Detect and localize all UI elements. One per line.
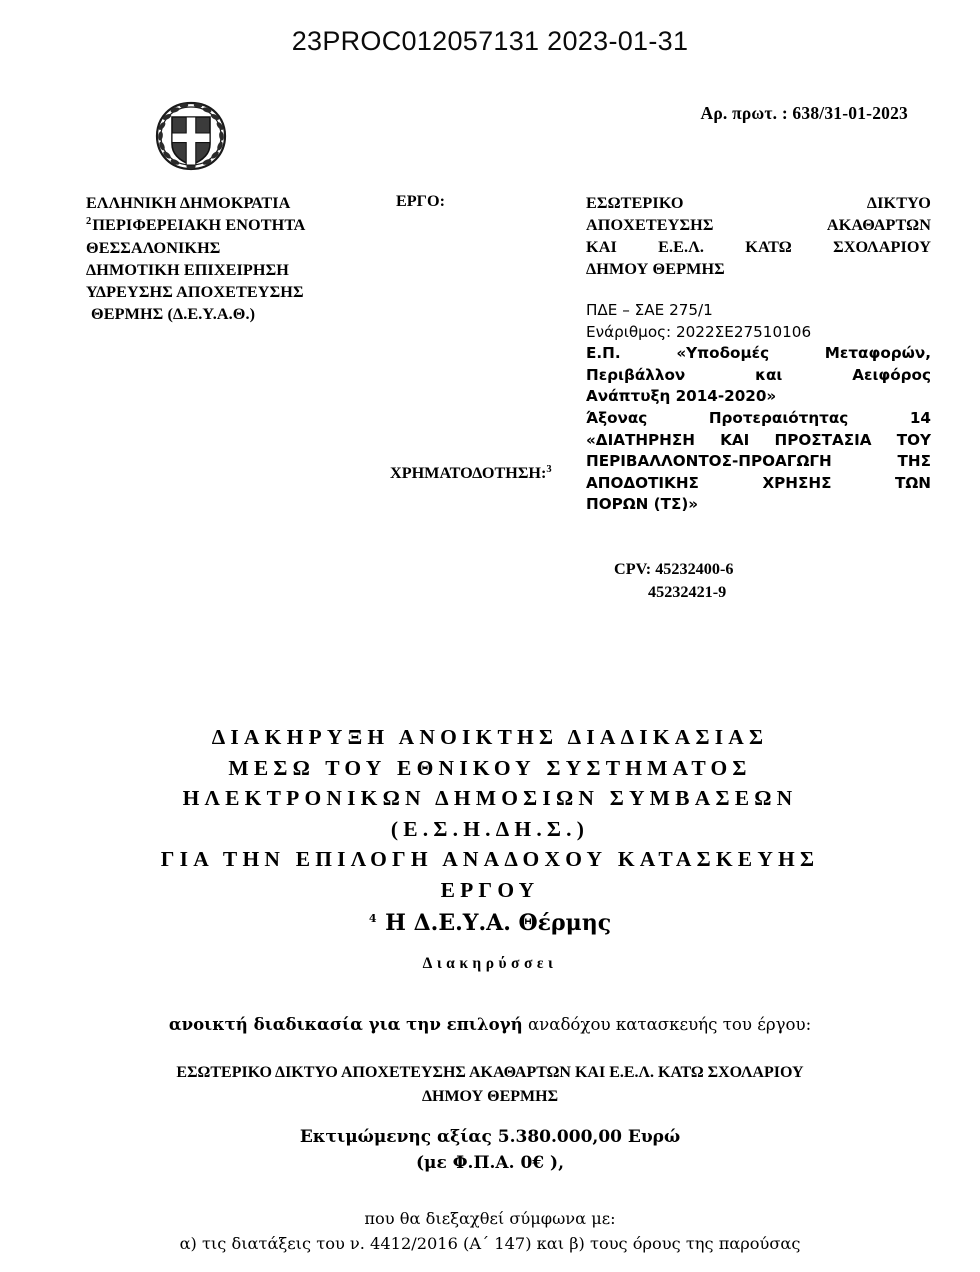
footnote-marker-2: 2	[86, 215, 92, 227]
declaring-organization	[0, 910, 980, 936]
funding-axis-line-1: Άξονας Προτεραιότητας 14	[586, 409, 931, 428]
document-header-grid	[86, 192, 931, 605]
legal-provisions: α) τις διατάξεις του ν. 4412/2016 (Α΄ 147) και β) τους όρους της παρούσας	[179, 1234, 801, 1253]
cpv-code-secondary: 45232421-9	[648, 583, 727, 602]
main-title-line-1: ΔΙΑΚΗΡΥΞΗ ΑΝΟΙΚΤΗΣ ΔΙΑΔΙΚΑΣΙΑΣ	[211, 725, 769, 749]
authority-line-3: ΘΕΣΣΑΛΟΝΙΚΗΣ	[86, 238, 221, 257]
project-title-line-1: ΕΣΩΤΕΡΙΚΟ ΔΙΚΤΥΟ	[586, 194, 931, 212]
procedure-statement-bold: ανοικτή διαδικασία για την επιλογή	[168, 1014, 523, 1034]
project-name-repeat	[0, 1061, 980, 1109]
cpv-code-primary: CPV: 45232400-6	[614, 559, 734, 578]
funding-label	[378, 464, 598, 483]
main-title-line-2: ΜΕΣΩ ΤΟΥ ΕΘΝΙΚΟΥ ΣΥΣΤΗΜΑΤΟΣ	[228, 755, 752, 780]
legal-intro: που θα διεξαχθεί σύμφωνα με:	[364, 1209, 616, 1228]
project-label: ΕΡΓΟ:	[396, 192, 445, 210]
authority-line-2	[86, 214, 378, 236]
estimated-value-vat-line: (με Φ.Π.Α. 0€ ),	[415, 1153, 564, 1174]
main-title-line-4: (Ε.Σ.Η.ΔΗ.Σ.)	[390, 816, 590, 841]
authority-line-5: ΥΔΡΕΥΣΗΣ ΑΠΟΧΕΤΕΥΣΗΣ	[86, 283, 304, 302]
authority-line-6: ΘΕΡΜΗΣ (Δ.Ε.Υ.Α.Θ.)	[91, 305, 256, 324]
procedure-statement	[0, 1014, 980, 1034]
declaring-organization-name: Η Δ.Ε.Υ.Α. Θέρμης	[385, 910, 612, 936]
project-name-repeat-line-2: ΔΗΜΟΥ ΘΕΡΜΗΣ	[421, 1088, 559, 1105]
main-title-line-5: ΓΙΑ ΤΗΝ ΕΠΙΛΟΓΗ ΑΝΑΔΟΧΟΥ ΚΑΤΑΣΚΕΥΗΣ	[160, 847, 820, 872]
funding-pde: ΠΔΕ – ΣΑΕ 275/1	[586, 301, 713, 320]
project-title-line-2: ΑΠΟΧΕΤΕΥΣΗΣ ΑΚΑΘΑΡΤΩΝ	[586, 216, 931, 235]
project-title-line-4: ΔΗΜΟΥ ΘΕΡΜΗΣ	[586, 260, 725, 279]
funding-program-line-2: Περιβάλλον και Αειφόρος	[586, 365, 931, 384]
funding-details-block	[586, 300, 931, 516]
funding-axis-line-4: ΑΠΟΔΟΤΙΚΗΣ ΧΡΗΣΗΣ ΤΩΝ	[586, 473, 931, 492]
project-title-line-3: ΚΑΙ Ε.Ε.Λ. ΚΑΤΩ ΣΧΟΛΑΡΙΟΥ	[586, 238, 931, 257]
footnote-marker-3: 3	[546, 463, 552, 475]
estimated-value-block	[0, 1124, 980, 1177]
funding-enarithmos: Ενάριθμος: 2022ΣΕ27510106	[586, 322, 812, 341]
cpv-codes-block	[586, 558, 931, 605]
funding-axis-line-3: ΠΕΡΙΒΑΛΛΟΝΤΟΣ-ΠΡΟΑΓΩΓΗ ΤΗΣ	[586, 452, 931, 471]
header-right-column	[586, 192, 931, 605]
funding-axis-line-5: ΠΟΡΩΝ (ΤΣ)»	[586, 495, 699, 514]
funding-program-line-3: Ανάπτυξη 2014-2020»	[586, 387, 777, 406]
authority-line-2-text: ΠΕΡΙΦΕΡΕΙΑΚΗ ΕΝΟΤΗΤΑ	[92, 216, 306, 235]
header-labels-column	[378, 192, 586, 605]
project-name-repeat-line-1: ΕΣΩΤΕΡΙΚΟ ΔΙΚΤΥΟ ΑΠΟΧΕΤΕΥΣΗΣ ΑΚΑΘΑΡΤΩΝ ΚΑΙ Ε.Ε.Λ. ΚΑΤΩ ΣΧΟΛΑΡΙΟΥ	[176, 1064, 804, 1081]
declares-verb: Διακηρύσσει	[422, 955, 558, 972]
greek-coat-of-arms-icon	[152, 96, 230, 176]
authority-line-1: ΕΛΛΗΝΙΚΗ ΔΗΜΟΚΡΑΤΙΑ	[86, 194, 291, 212]
main-title-line-3: ΗΛΕΚΤΡΟΝΙΚΩΝ ΔΗΜΟΣΙΩΝ ΣΥΜΒΑΣΕΩΝ	[182, 786, 798, 811]
authority-line-4: ΔΗΜΟΤΙΚΗ ΕΠΙΧΕΙΡΗΣΗ	[86, 260, 289, 279]
funding-program-line-1: Ε.Π. «Υποδομές Μεταφορών,	[586, 344, 931, 363]
project-title-block	[586, 192, 931, 280]
issuing-authority-block	[86, 192, 378, 605]
funding-label-text: ΧΡΗΜΑΤΟΔΟΤΗΣΗ:	[390, 464, 547, 482]
main-declaration-title	[60, 722, 920, 905]
funding-axis-line-2: «ΔΙΑΤΗΡΗΣΗ ΚΑΙ ΠΡΟΣΤΑΣΙΑ ΤΟΥ	[586, 430, 931, 449]
estimated-value-amount-line: Εκτιμώμενης αξίας 5.380.000,00 Ευρώ	[299, 1127, 681, 1147]
protocol-number: Αρ. πρωτ. : 638/31-01-2023	[700, 103, 908, 123]
procurement-stamp: 23PROC012057131 2023-01-31	[291, 26, 689, 56]
main-title-line-6: ΕΡΓΟΥ	[440, 877, 540, 902]
procedure-statement-plain: αναδόχου κατασκευής του έργου:	[522, 1015, 812, 1034]
footnote-marker-4: 4	[368, 911, 377, 925]
